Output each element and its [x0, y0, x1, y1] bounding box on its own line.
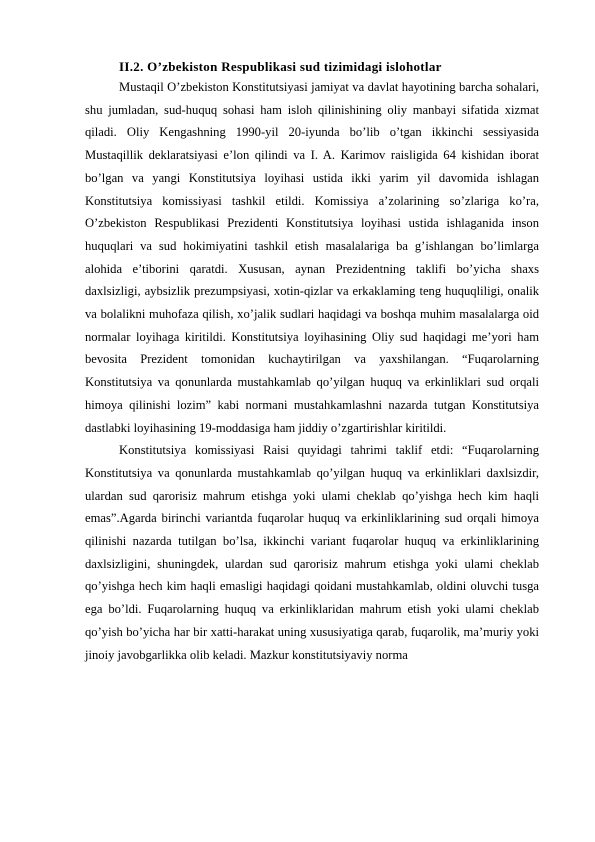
paragraph-2: Konstitutsiya komissiyasi Raisi quyidagi tahrimi taklif etdi: “Fuqarolarning Konstitutsiya va qonunlarda mustahkamlab qo’yilgan huquq va erkinliklari daxlsizdir, ulardan sud qarorisiz mahrum etishga yoki ulami cheklab qo’yishga hech kim haqli emas”.Agarda birinchi variantda fuqarolar huquq va erkinliklarining sud orqali himoya qilinishi nazarda tutilgan bo’lsa, ikkinchi variant fuqarolar huquq va erkinliklarining daxlsizligini, shuningdek, ulardan sud qarorisiz mahrum etishga yoki ulami cheklab qo’yishga hech kim haqli emasligi haqidagi qoidani mustahkamlab, oldini oluvchi tusga ega bo’ldi. Fuqarolarning huquq va erkinliklaridan mahrum etish yoki ulami cheklab qo’yish bo’yicha har bir xatti-harakat uning xususiyatiga qarab, fuqarolik, ma’muriy yoki jinoiy javobgarlikka olib keladi. Mazkur konstitutsiyaviy norma: [85, 443, 539, 662]
document-page: [85, 57, 539, 666]
paragraph-1: Mustaqil O’zbekiston Konstitutsiyasi jamiyat va davlat hayotining barcha sohalari, shu jumladan, sud-huquq sohasi ham isloh qilinishining oliy manbayi sifatida xizmat qiladi. Oliy Kengashning 1990-yil 20-iyunda bo’lib o’tgan ikkinchi sessiyasida Mustaqillik deklaratsiyasi e’lon qilindi va I. A. Karimov raisligida 64 kishidan iborat bo’lgan va yangi Konstitutsiya loyihasi ustida ikki yarim yil davomida ishlagan Konstitutsiya komissiyasi tashkil etildi. Komissiya a’zolarining so’zlariga ko’ra, O’zbekiston Respublikasi Prezidenti Konstitutsiya loyihasi ustida ishlaganida inson huquqlari va sud hokimiyatini tashkil etish masalalariga ba g’ishlangan bo’limlarga alohida e’tiborini qaratdi. Xususan, aynan Prezidentning taklifi bo’yicha shaxs daxlsizligi, aybsizlik prezumpsiyasi, xotin-qizlar va erkaklaming teng huquqliligi, onalik va bolalikni muhofaza qilish, xo’jalik sudlari haqidagi va boshqa muhim masalalarga oid normalar loyihaga kiritildi. Konstitutsiya loyihasining Oliy sud haqidagi me’yori ham bevosita Prezident tomonidan kuchaytirilgan va yaxshilangan. “Fuqarolarning Konstitutsiya va qonunlarda mustahkamlab qo’yilgan huquq va erkinliklari sud orqali himoya qilinishi lozim” kabi normani mustahkamlashni nazarda tutgan Konstitutsiya dastlabki loyihasining 19-moddasiga ham jiddiy o’zgartirishlar kiritildi.: [85, 80, 539, 435]
section-heading: II.2. O’zbekiston Respublikasi sud tizimidagi islohotlar: [119, 59, 442, 74]
